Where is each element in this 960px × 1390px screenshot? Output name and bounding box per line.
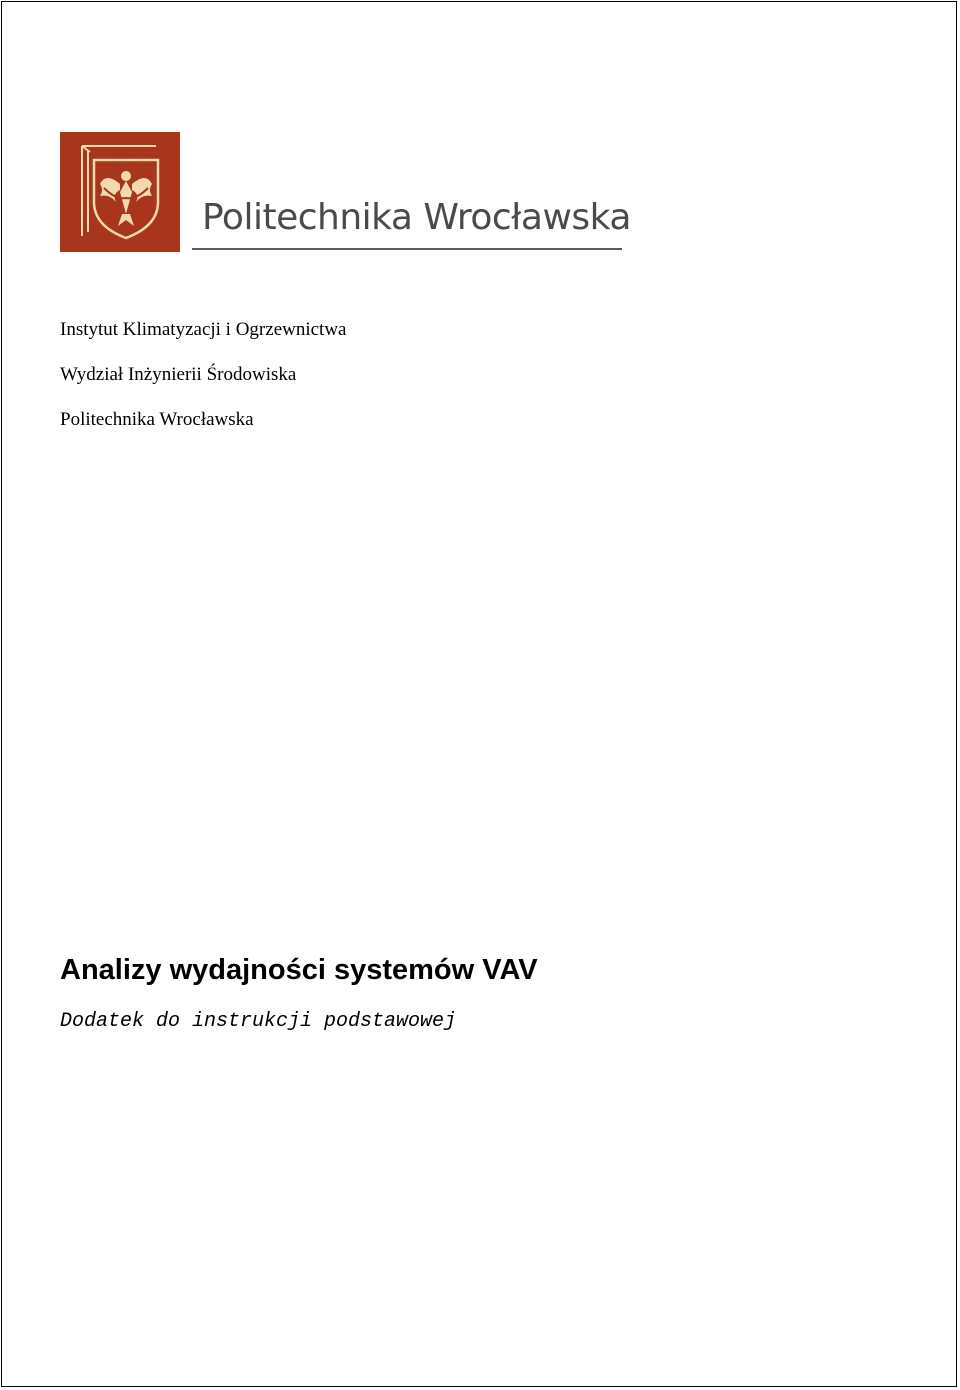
university-logo	[60, 132, 631, 254]
faculty-name: Wydział Inżynierii Środowiska	[60, 364, 297, 385]
wordmark-underline	[192, 248, 622, 250]
eagle-emblem-icon	[60, 132, 180, 252]
document-page	[1, 1, 957, 1387]
document-title: Analizy wydajności systemów VAV	[60, 954, 538, 986]
university-name: Politechnika Wrocławska	[60, 409, 254, 430]
document-subtitle: Dodatek do instrukcji podstawowej	[60, 1010, 457, 1033]
university-wordmark: Politechnika Wrocławska	[202, 197, 631, 238]
institute-name: Instytut Klimatyzacji i Ogrzewnictwa	[60, 319, 347, 340]
